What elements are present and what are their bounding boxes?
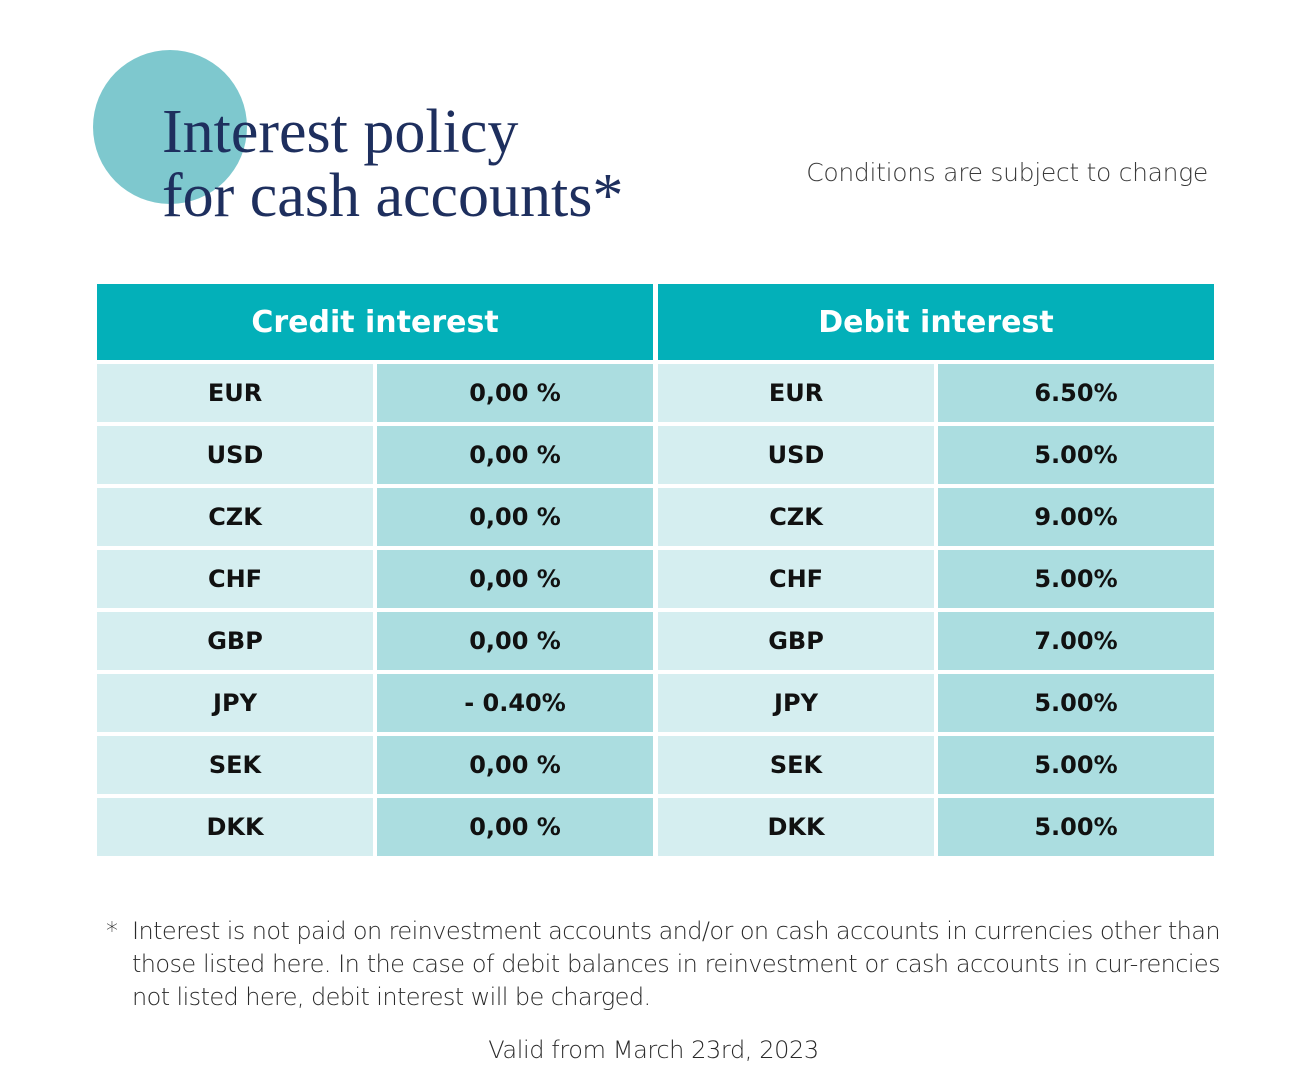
credit-row-chf	[97, 550, 653, 608]
credit-row-eur	[97, 364, 653, 422]
debit-row-eur	[658, 364, 1214, 422]
credit-rate-cell: 0,00 %	[377, 736, 653, 794]
credit-row-usd	[97, 426, 653, 484]
credit-currency-cell: CHF	[97, 550, 373, 608]
footnote	[106, 915, 1220, 1014]
credit-rate-cell: 0,00 %	[377, 364, 653, 422]
debit-rate-cell: 6.50%	[938, 364, 1214, 422]
credit-row-sek	[97, 736, 653, 794]
debit-rate-cell: 5.00%	[938, 736, 1214, 794]
debit-currency-cell: USD	[658, 426, 934, 484]
debit-row-usd	[658, 426, 1214, 484]
debit-interest-header: Debit interest	[658, 284, 1214, 360]
credit-currency-cell: JPY	[97, 674, 373, 732]
credit-currency-cell: EUR	[97, 364, 373, 422]
credit-interest-header: Credit interest	[97, 284, 653, 360]
debit-currency-cell: DKK	[658, 798, 934, 856]
debit-rate-cell: 5.00%	[938, 798, 1214, 856]
debit-interest-column	[658, 284, 1214, 856]
page-title	[162, 100, 623, 228]
credit-currency-cell: DKK	[97, 798, 373, 856]
credit-rate-cell: - 0.40%	[377, 674, 653, 732]
credit-row-czk	[97, 488, 653, 546]
credit-currency-cell: GBP	[97, 612, 373, 670]
credit-rate-cell: 0,00 %	[377, 550, 653, 608]
debit-currency-cell: CZK	[658, 488, 934, 546]
credit-rate-cell: 0,00 %	[377, 798, 653, 856]
debit-rate-cell: 5.00%	[938, 674, 1214, 732]
conditions-note: Conditions are subject to change	[806, 158, 1208, 187]
credit-row-gbp	[97, 612, 653, 670]
credit-rate-cell: 0,00 %	[377, 426, 653, 484]
debit-currency-cell: JPY	[658, 674, 934, 732]
credit-row-jpy	[97, 674, 653, 732]
credit-interest-column	[97, 284, 653, 856]
debit-currency-cell: SEK	[658, 736, 934, 794]
credit-row-dkk	[97, 798, 653, 856]
debit-row-jpy	[658, 674, 1214, 732]
footnote-text: Interest is not paid on reinvestment accounts and/or on cash accounts in currencies other than those listed here. In the case of debit balances in reinvestment or cash accounts in cur-rencies not listed here, debit interest will be charged.	[132, 917, 1220, 1011]
title-line-1: Interest policy	[162, 98, 519, 166]
interest-table	[97, 284, 1214, 856]
debit-rate-cell: 7.00%	[938, 612, 1214, 670]
title-line-2: for cash accounts*	[162, 162, 624, 230]
footnote-marker: *	[106, 917, 118, 945]
credit-currency-cell: CZK	[97, 488, 373, 546]
debit-row-sek	[658, 736, 1214, 794]
debit-row-gbp	[658, 612, 1214, 670]
credit-currency-cell: USD	[97, 426, 373, 484]
credit-rate-cell: 0,00 %	[377, 612, 653, 670]
valid-from-date: Valid from March 23rd, 2023	[488, 1036, 819, 1064]
debit-rate-cell: 5.00%	[938, 426, 1214, 484]
debit-row-dkk	[658, 798, 1214, 856]
debit-rate-cell: 9.00%	[938, 488, 1214, 546]
debit-row-czk	[658, 488, 1214, 546]
debit-row-chf	[658, 550, 1214, 608]
credit-currency-cell: SEK	[97, 736, 373, 794]
debit-currency-cell: CHF	[658, 550, 934, 608]
debit-currency-cell: GBP	[658, 612, 934, 670]
debit-rate-cell: 5.00%	[938, 550, 1214, 608]
credit-rate-cell: 0,00 %	[377, 488, 653, 546]
debit-currency-cell: EUR	[658, 364, 934, 422]
